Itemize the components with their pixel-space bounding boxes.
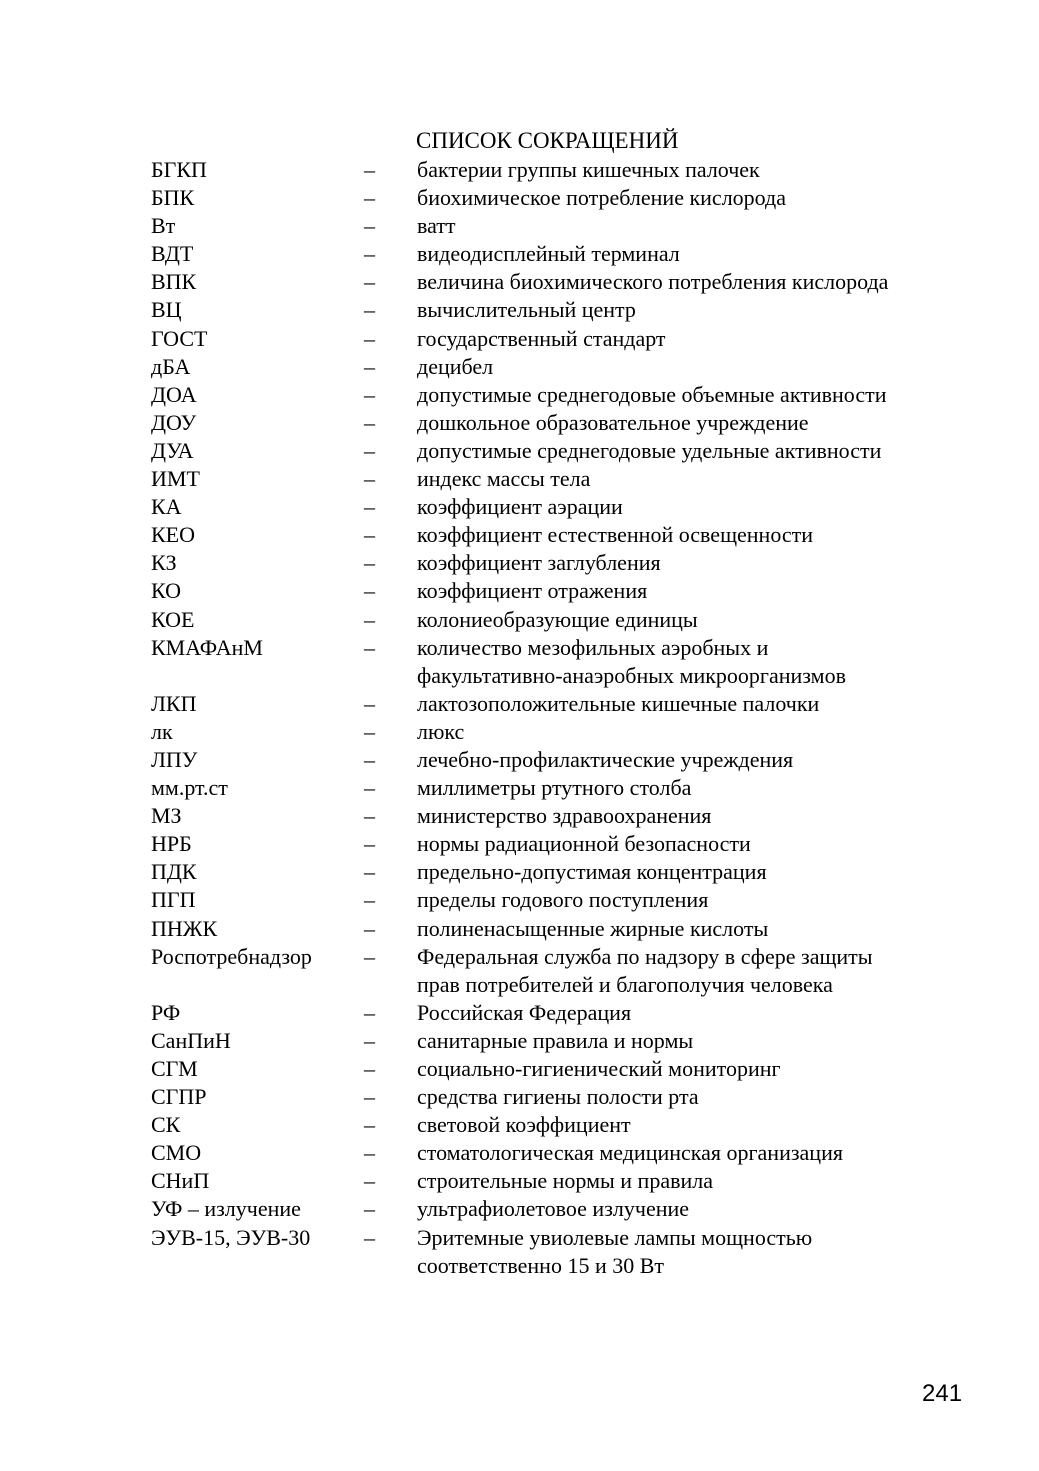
entry-dash: – <box>364 1056 375 1081</box>
entry-dash: – <box>364 578 375 604</box>
entry-dash: – <box>364 297 375 323</box>
abbreviation-meaning: вычислительный центр <box>417 297 636 323</box>
abbreviation-entry <box>151 1139 971 1167</box>
abbreviation-meaning: стоматологическая медицинская организация <box>417 1140 843 1166</box>
abbreviation-entry <box>151 634 971 690</box>
entry-dash: – <box>364 437 375 463</box>
entry-dash: – <box>364 775 375 801</box>
abbreviation-meaning: величина биохимического потребления кислорода <box>417 269 889 295</box>
abbreviation-term: ИМТ <box>151 466 200 492</box>
abbreviation-term: ПГП <box>151 887 196 913</box>
abbreviation-entry <box>151 381 971 409</box>
abbreviation-meaning: колониеобразующие единицы <box>417 606 698 632</box>
abbreviation-entry <box>151 493 971 521</box>
abbreviation-meaning: биохимическое потребление кислорода <box>417 185 786 211</box>
abbreviation-entry <box>151 296 971 324</box>
entry-dash: – <box>364 466 375 492</box>
abbreviation-entry <box>151 858 971 886</box>
abbreviation-meaning: миллиметры ртутного столба <box>417 775 692 801</box>
abbreviation-entry <box>151 690 971 718</box>
abbreviation-meaning: ультрафиолетовое излучение <box>417 1196 690 1222</box>
abbreviation-entry <box>151 606 971 634</box>
abbreviation-entry <box>151 943 971 999</box>
abbreviation-term: СМО <box>151 1140 202 1166</box>
abbreviation-term: ПДК <box>151 859 197 885</box>
abbreviation-term: ДОУ <box>151 409 197 435</box>
abbreviation-meaning: Российская Федерация <box>417 999 632 1025</box>
entry-dash: – <box>364 746 375 772</box>
abbreviation-meaning: допустимые среднегодовые объемные активности <box>417 381 887 407</box>
entry-dash: – <box>364 718 375 744</box>
entry-dash: – <box>364 241 375 267</box>
abbreviation-term: СК <box>151 1112 181 1138</box>
abbreviation-term: ВЦ <box>151 297 182 323</box>
abbreviation-term: ДОА <box>151 381 197 407</box>
abbreviation-term: РФ <box>151 999 181 1025</box>
entry-dash: – <box>364 353 375 379</box>
abbreviation-meaning: ватт <box>417 213 456 239</box>
entry-dash: – <box>364 803 375 829</box>
abbreviation-entry <box>151 1055 971 1083</box>
abbreviation-meaning: бактерии группы кишечных палочек <box>417 157 760 182</box>
abbreviation-entry <box>151 999 971 1027</box>
abbreviation-entry <box>151 1111 971 1139</box>
abbreviation-term: БПК <box>151 185 195 211</box>
abbreviation-entry <box>151 409 971 437</box>
entry-dash: – <box>364 1168 375 1194</box>
abbreviation-entry <box>151 156 971 184</box>
abbreviation-term: лк <box>151 718 173 744</box>
entry-dash: – <box>364 494 375 520</box>
abbreviation-term: КОЕ <box>151 606 195 632</box>
abbreviation-meaning: строительные нормы и правила <box>417 1168 713 1194</box>
entry-dash: – <box>364 269 375 295</box>
entry-dash: – <box>364 859 375 885</box>
entry-dash: – <box>364 1112 375 1138</box>
abbreviation-term: БГКП <box>151 157 207 182</box>
abbreviation-meaning: коэффициент отражения <box>417 578 648 604</box>
abbreviation-meaning: световой коэффициент <box>417 1112 631 1138</box>
abbreviation-term: ДУА <box>151 437 194 463</box>
entry-dash: – <box>364 1224 375 1250</box>
abbreviation-term: мм.рт.ст <box>151 775 228 801</box>
entry-dash: – <box>364 831 375 857</box>
abbreviation-meaning: пределы годового поступления <box>417 887 709 913</box>
abbreviation-term: ГОСТ <box>151 325 208 351</box>
abbreviation-meaning: коэффициент заглубления <box>417 550 661 576</box>
abbreviation-entry <box>151 521 971 549</box>
entry-dash: – <box>364 606 375 632</box>
entry-dash: – <box>364 915 375 941</box>
abbreviation-entry <box>151 268 971 296</box>
abbreviation-term: СанПиН <box>151 1027 231 1053</box>
abbreviation-entry <box>151 549 971 577</box>
entry-dash: – <box>364 943 375 969</box>
abbreviation-entry <box>151 718 971 746</box>
abbreviation-entry <box>151 746 971 774</box>
entry-dash: – <box>364 381 375 407</box>
entry-dash: – <box>364 157 375 182</box>
entry-dash: – <box>364 550 375 576</box>
entry-dash: – <box>364 999 375 1025</box>
abbreviation-meaning: средства гигиены полости рта <box>417 1084 699 1110</box>
abbreviation-term: СГПР <box>151 1084 207 1110</box>
abbreviation-meaning: люкс <box>417 718 465 744</box>
entry-dash: – <box>364 887 375 913</box>
abbreviation-term: КЕО <box>151 522 195 548</box>
abbreviation-meaning: министерство здравоохранения <box>417 803 712 829</box>
abbreviation-meaning: децибел <box>417 353 494 379</box>
abbreviation-entry <box>151 240 971 268</box>
abbreviation-meaning: допустимые среднегодовые удельные активности <box>417 437 882 463</box>
abbreviation-term: ПНЖК <box>151 915 218 941</box>
abbreviation-meaning: нормы радиационной безопасности <box>417 831 751 857</box>
abbreviation-entry <box>151 886 971 914</box>
abbreviation-meaning: предельно-допустимая концентрация <box>417 859 767 885</box>
abbreviation-term: КА <box>151 494 182 520</box>
entry-dash: – <box>364 690 375 716</box>
entry-dash: – <box>364 1027 375 1053</box>
abbreviation-term: УФ – излучение <box>151 1196 301 1222</box>
abbreviation-term: Вт <box>151 213 176 239</box>
abbreviation-meaning: полиненасыщенные жирные кислоты <box>417 915 769 941</box>
abbreviation-meaning: санитарные правила и нормы <box>417 1027 694 1053</box>
abbreviation-entry <box>151 830 971 858</box>
abbreviation-meaning: индекс массы тела <box>417 466 591 492</box>
page-number: 241 <box>922 1380 963 1407</box>
entry-dash: – <box>364 1084 375 1110</box>
abbreviation-meaning: Эритемные увиолевые лампы мощностью соответственно 15 и 30 Вт <box>417 1224 813 1278</box>
entry-dash: – <box>364 325 375 351</box>
abbreviation-meaning: социально-гигиенический мониторинг <box>417 1056 781 1081</box>
abbreviation-list <box>151 156 971 1280</box>
abbreviation-term: ВДТ <box>151 241 194 267</box>
abbreviation-meaning: коэффициент естественной освещенности <box>417 522 814 548</box>
abbreviation-meaning: государственный стандарт <box>417 325 666 351</box>
abbreviation-term: ЛПУ <box>151 746 198 772</box>
abbreviation-meaning: дошкольное образовательное учреждение <box>417 409 809 435</box>
abbreviation-term: СНиП <box>151 1168 210 1194</box>
entry-dash: – <box>364 1196 375 1222</box>
entry-dash: – <box>364 634 375 660</box>
entry-dash: – <box>364 522 375 548</box>
abbreviation-term: ЭУВ-15, ЭУВ-30 <box>151 1224 311 1250</box>
abbreviation-term: ВПК <box>151 269 197 295</box>
abbreviation-entry <box>151 1083 971 1111</box>
abbreviation-entry <box>151 1195 971 1223</box>
abbreviation-entry <box>151 325 971 353</box>
abbreviation-term: КО <box>151 578 182 604</box>
abbreviation-meaning: Федеральная служба по надзору в сфере защиты прав потребителей и благополучия человека <box>417 943 873 997</box>
abbreviation-entry <box>151 774 971 802</box>
abbreviation-meaning: лактозоположительные кишечные палочки <box>417 690 820 716</box>
entry-dash: – <box>364 1140 375 1166</box>
page-title: СПИСОК СОКРАЩЕНИЙ <box>416 128 679 153</box>
abbreviation-term: Роспотребнадзор <box>151 943 312 969</box>
abbreviation-entry <box>151 915 971 943</box>
abbreviation-entry <box>151 577 971 605</box>
abbreviation-term: СГМ <box>151 1056 198 1081</box>
abbreviation-meaning: количество мезофильных аэробных и факультативно-анаэробных микроорганизмов <box>417 634 846 688</box>
abbreviation-term: ЛКП <box>151 690 197 716</box>
abbreviation-entry <box>151 465 971 493</box>
abbreviation-term: КЗ <box>151 550 177 576</box>
entry-dash: – <box>364 185 375 211</box>
abbreviation-term: МЗ <box>151 803 182 829</box>
abbreviation-term: КМАФАнМ <box>151 634 263 660</box>
abbreviation-entry <box>151 802 971 830</box>
abbreviation-meaning: лечебно-профилактические учреждения <box>417 746 794 772</box>
abbreviation-term: НРБ <box>151 831 192 857</box>
abbreviation-entry <box>151 184 971 212</box>
abbreviation-meaning: видеодисплейный терминал <box>417 241 680 267</box>
abbreviation-entry <box>151 1027 971 1055</box>
abbreviation-entry <box>151 212 971 240</box>
abbreviation-entry <box>151 1167 971 1195</box>
abbreviation-meaning: коэффициент аэрации <box>417 494 623 520</box>
abbreviation-entry <box>151 353 971 381</box>
abbreviation-entry <box>151 437 971 465</box>
abbreviation-entry <box>151 1224 971 1280</box>
abbreviation-term: дБА <box>151 353 191 379</box>
entry-dash: – <box>364 409 375 435</box>
entry-dash: – <box>364 213 375 239</box>
